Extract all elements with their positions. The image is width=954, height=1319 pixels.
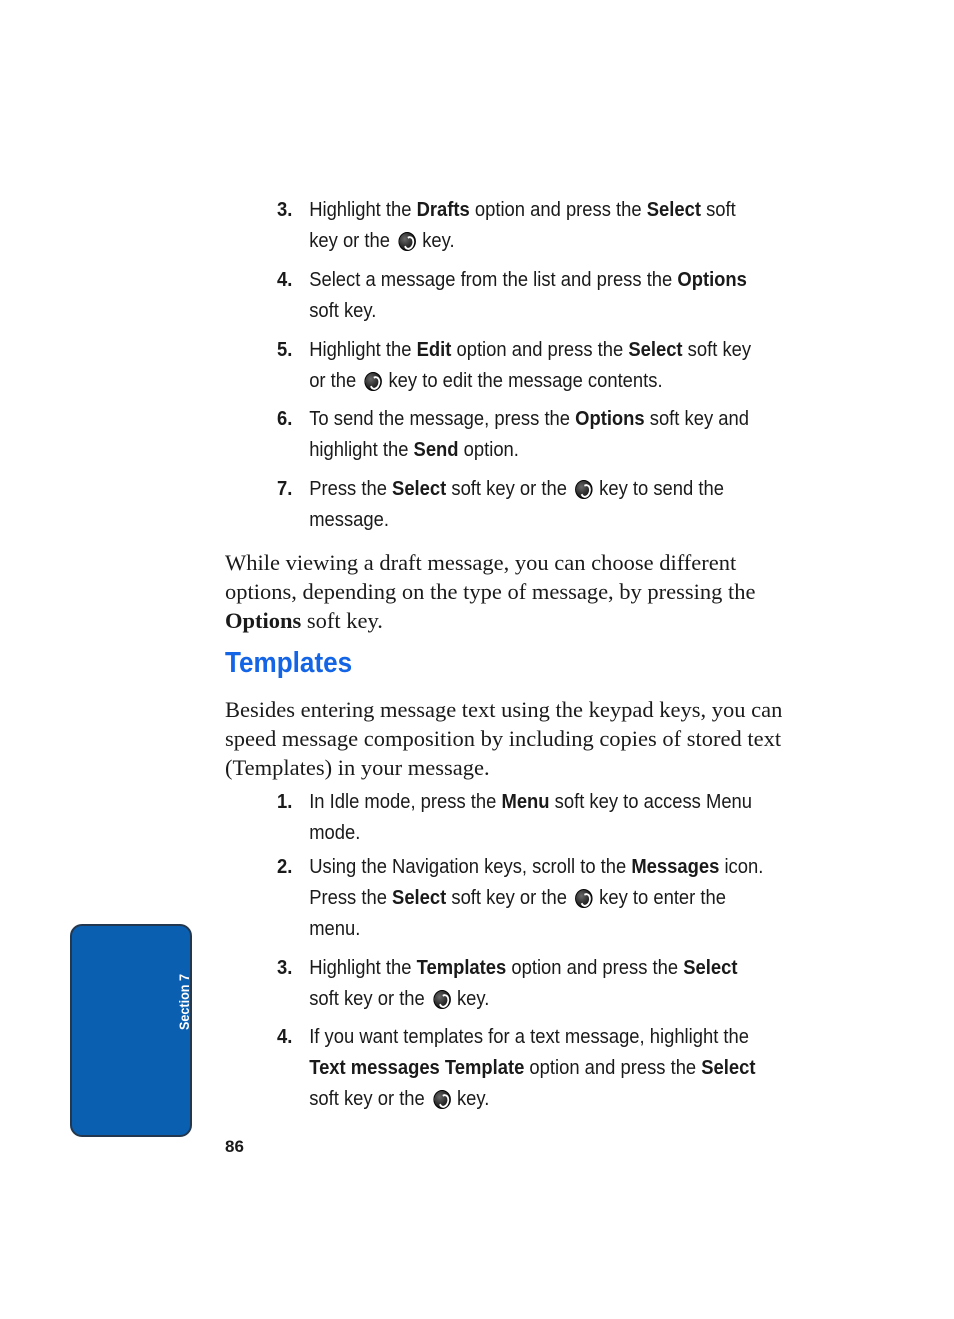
step-number: 1. (277, 791, 293, 813)
text-run: In Idle mode, press the (309, 791, 502, 813)
step-number: 3. (277, 199, 293, 221)
bold-term: Edit (416, 339, 452, 361)
step-number: 2. (277, 856, 293, 878)
step-number: 4. (277, 1026, 293, 1048)
text-run: Using the Navigation keys, scroll to the (309, 856, 632, 878)
text-run: Highlight the (309, 339, 417, 361)
nav-key-icon (433, 1090, 450, 1109)
nav-key-icon (433, 990, 450, 1009)
step-text (309, 787, 764, 849)
step-text (309, 953, 764, 1015)
text-run: While viewing a draft message, you can choose different options, depending on the type of message, by pressing the (225, 550, 756, 604)
text-run: option and press the (524, 1057, 702, 1079)
bold-term: Select (646, 199, 701, 221)
text-run: soft key or the (309, 988, 425, 1010)
text-run: soft key or the (309, 339, 752, 392)
bold-term: Select (628, 339, 683, 361)
step-text (309, 1022, 764, 1115)
text-run: soft key or the (446, 887, 567, 909)
text-run: soft key to access Menu mode. (309, 791, 753, 844)
section-heading: Templates (225, 647, 353, 679)
step-text (309, 474, 764, 536)
bold-term: Drafts (416, 199, 470, 221)
text-run: Highlight the (309, 957, 417, 979)
bold-term: Text messages Template (309, 1057, 525, 1079)
text-run: Besides entering message text using the keypad keys, you can speed message composition by including copies of stored text (Templates) in your message. (225, 697, 783, 780)
bold-term: Options (677, 269, 747, 291)
bold-term: Messages (631, 856, 720, 878)
step-item (277, 1022, 765, 1115)
text-run: key to edit the message contents. (388, 370, 663, 392)
step-text (309, 195, 764, 257)
nav-key-icon (575, 889, 592, 908)
step-text (309, 265, 764, 327)
text-run: soft key and highlight the (309, 408, 749, 461)
step-number: 6. (277, 408, 293, 430)
bold-term: Options (575, 408, 645, 430)
templates-intro-paragraph (225, 695, 800, 782)
text-run: soft key or the (309, 1088, 425, 1110)
text-run: option and press the (451, 339, 629, 361)
text-run: Press the (309, 478, 393, 500)
bold-term: Menu (501, 791, 550, 813)
step-number: 5. (277, 339, 293, 361)
step-item (277, 953, 765, 1015)
step-number: 4. (277, 269, 293, 291)
step-text (309, 335, 764, 397)
page-number: 86 (225, 1137, 244, 1156)
nav-key-icon (575, 480, 592, 499)
text-run: option. (458, 439, 519, 461)
text-run: To send the message, press the (309, 408, 576, 430)
text-run: If you want templates for a text message, highlight the (309, 1026, 750, 1048)
bold-term: Options (225, 608, 302, 633)
step-text (309, 404, 764, 466)
step-number: 3. (277, 957, 293, 979)
text-run: Highlight the (309, 199, 417, 221)
step-item (277, 195, 765, 257)
bold-term: Select (392, 478, 447, 500)
section-tab-label: Section 7 (176, 973, 192, 1030)
text-run: key. (456, 1088, 490, 1110)
step-item (277, 787, 765, 849)
text-run: key to enter the menu. (309, 887, 726, 940)
bold-term: Select (701, 1057, 756, 1079)
step-text (309, 852, 764, 945)
step-item (277, 265, 765, 327)
text-run: Select a message from the list and press the (309, 269, 678, 291)
nav-key-icon (365, 372, 382, 391)
text-run: key. (422, 230, 455, 252)
text-run: icon. Press the (309, 856, 764, 909)
step-item (277, 852, 765, 945)
step-item (277, 474, 765, 536)
text-run: option and press the (506, 957, 684, 979)
text-run: key to send the message. (309, 478, 724, 531)
section-tab (70, 924, 192, 1137)
bold-term: Select (392, 887, 447, 909)
bold-term: Select (683, 957, 738, 979)
bold-term: Templates (416, 957, 507, 979)
step-item (277, 335, 765, 397)
step-number: 7. (277, 478, 293, 500)
text-run: soft key. (309, 300, 377, 322)
text-run: soft key. (301, 608, 383, 633)
text-run: option and press the (469, 199, 647, 221)
nav-key-icon (398, 232, 415, 251)
text-run: key. (456, 988, 490, 1010)
draft-options-paragraph (225, 548, 800, 635)
bold-term: Send (413, 439, 459, 461)
step-item (277, 404, 765, 466)
text-run: soft key or the (309, 199, 736, 252)
text-run: soft key or the (446, 478, 567, 500)
